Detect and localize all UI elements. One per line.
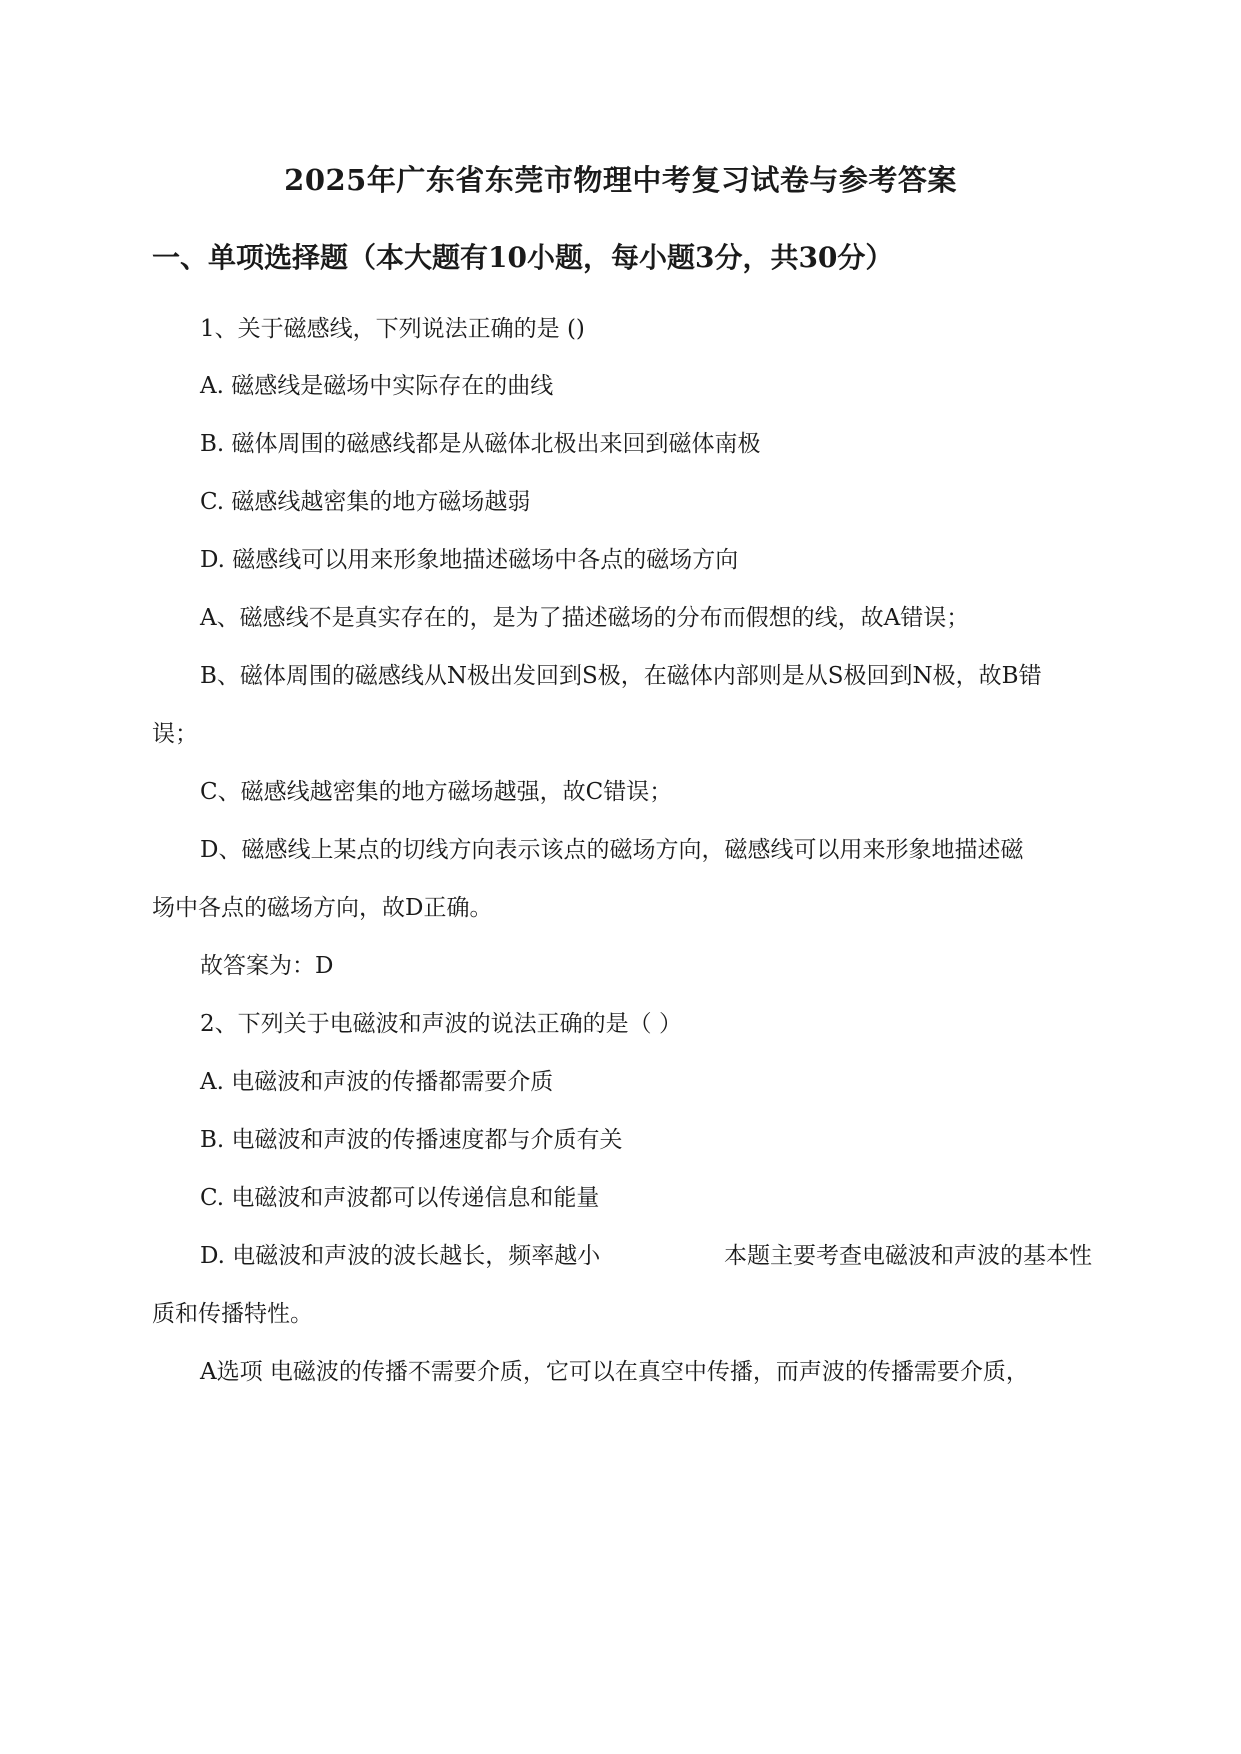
question-1-option-d: D. 磁感线可以用来形象地描述磁场中各点的磁场方向 — [200, 547, 739, 573]
question-2-analysis-continued: 质和传播特性。 — [152, 1301, 313, 1327]
question-2-analysis-start: 本题主要考查电磁波和声波的基本性 — [724, 1243, 1092, 1269]
question-2-option-a: A. 电磁波和声波的传播都需要介质 — [200, 1069, 554, 1095]
question-2-option-d-row — [200, 1245, 1092, 1268]
question-2-stem: 2、下列关于电磁波和声波的说法正确的是（ ） — [200, 1011, 682, 1037]
question-1-explanation-a: A、磁感线不是真实存在的，是为了描述磁场的分布而假想的线，故A错误； — [200, 605, 970, 631]
question-1-option-b: B. 磁体周围的磁感线都是从磁体北极出来回到磁体南极 — [200, 431, 761, 457]
document-title: 2025年广东省东莞市物理中考复习试卷与参考答案 — [284, 163, 957, 197]
question-2-option-c: C. 电磁波和声波都可以传递信息和能量 — [200, 1185, 600, 1211]
question-1-option-c: C. 磁感线越密集的地方磁场越弱 — [200, 489, 531, 515]
question-1-explanation-c: C、磁感线越密集的地方磁场越强，故C错误； — [200, 779, 673, 805]
question-1-answer: 故答案为：D — [200, 953, 334, 979]
question-1-stem: 1、关于磁感线，下列说法正确的是 () — [200, 316, 585, 342]
question-1-explanation-d-line1: D、磁感线上某点的切线方向表示该点的磁场方向，磁感线可以用来形象地描述磁 — [200, 837, 1024, 863]
question-1-explanation-d-line2: 场中各点的磁场方向，故D正确。 — [152, 895, 493, 921]
question-1-explanation-b-line2: 误； — [152, 721, 198, 747]
question-2-option-b: B. 电磁波和声波的传播速度都与介质有关 — [200, 1127, 623, 1153]
question-1-option-a: A. 磁感线是磁场中实际存在的曲线 — [200, 373, 554, 399]
section-title-single-choice: 一、单项选择题（本大题有10小题，每小题3分，共30分） — [152, 241, 894, 274]
question-2-option-d: D. 电磁波和声波的波长越长，频率越小 — [200, 1243, 601, 1269]
question-2-explanation-a: A选项 电磁波的传播不需要介质，它可以在真空中传播，而声波的传播需要介质， — [200, 1359, 1029, 1385]
question-1-explanation-b-line1: B、磁体周围的磁感线从N极出发回到S极，在磁体内部则是从S极回到N极，故B错 — [200, 663, 1042, 689]
